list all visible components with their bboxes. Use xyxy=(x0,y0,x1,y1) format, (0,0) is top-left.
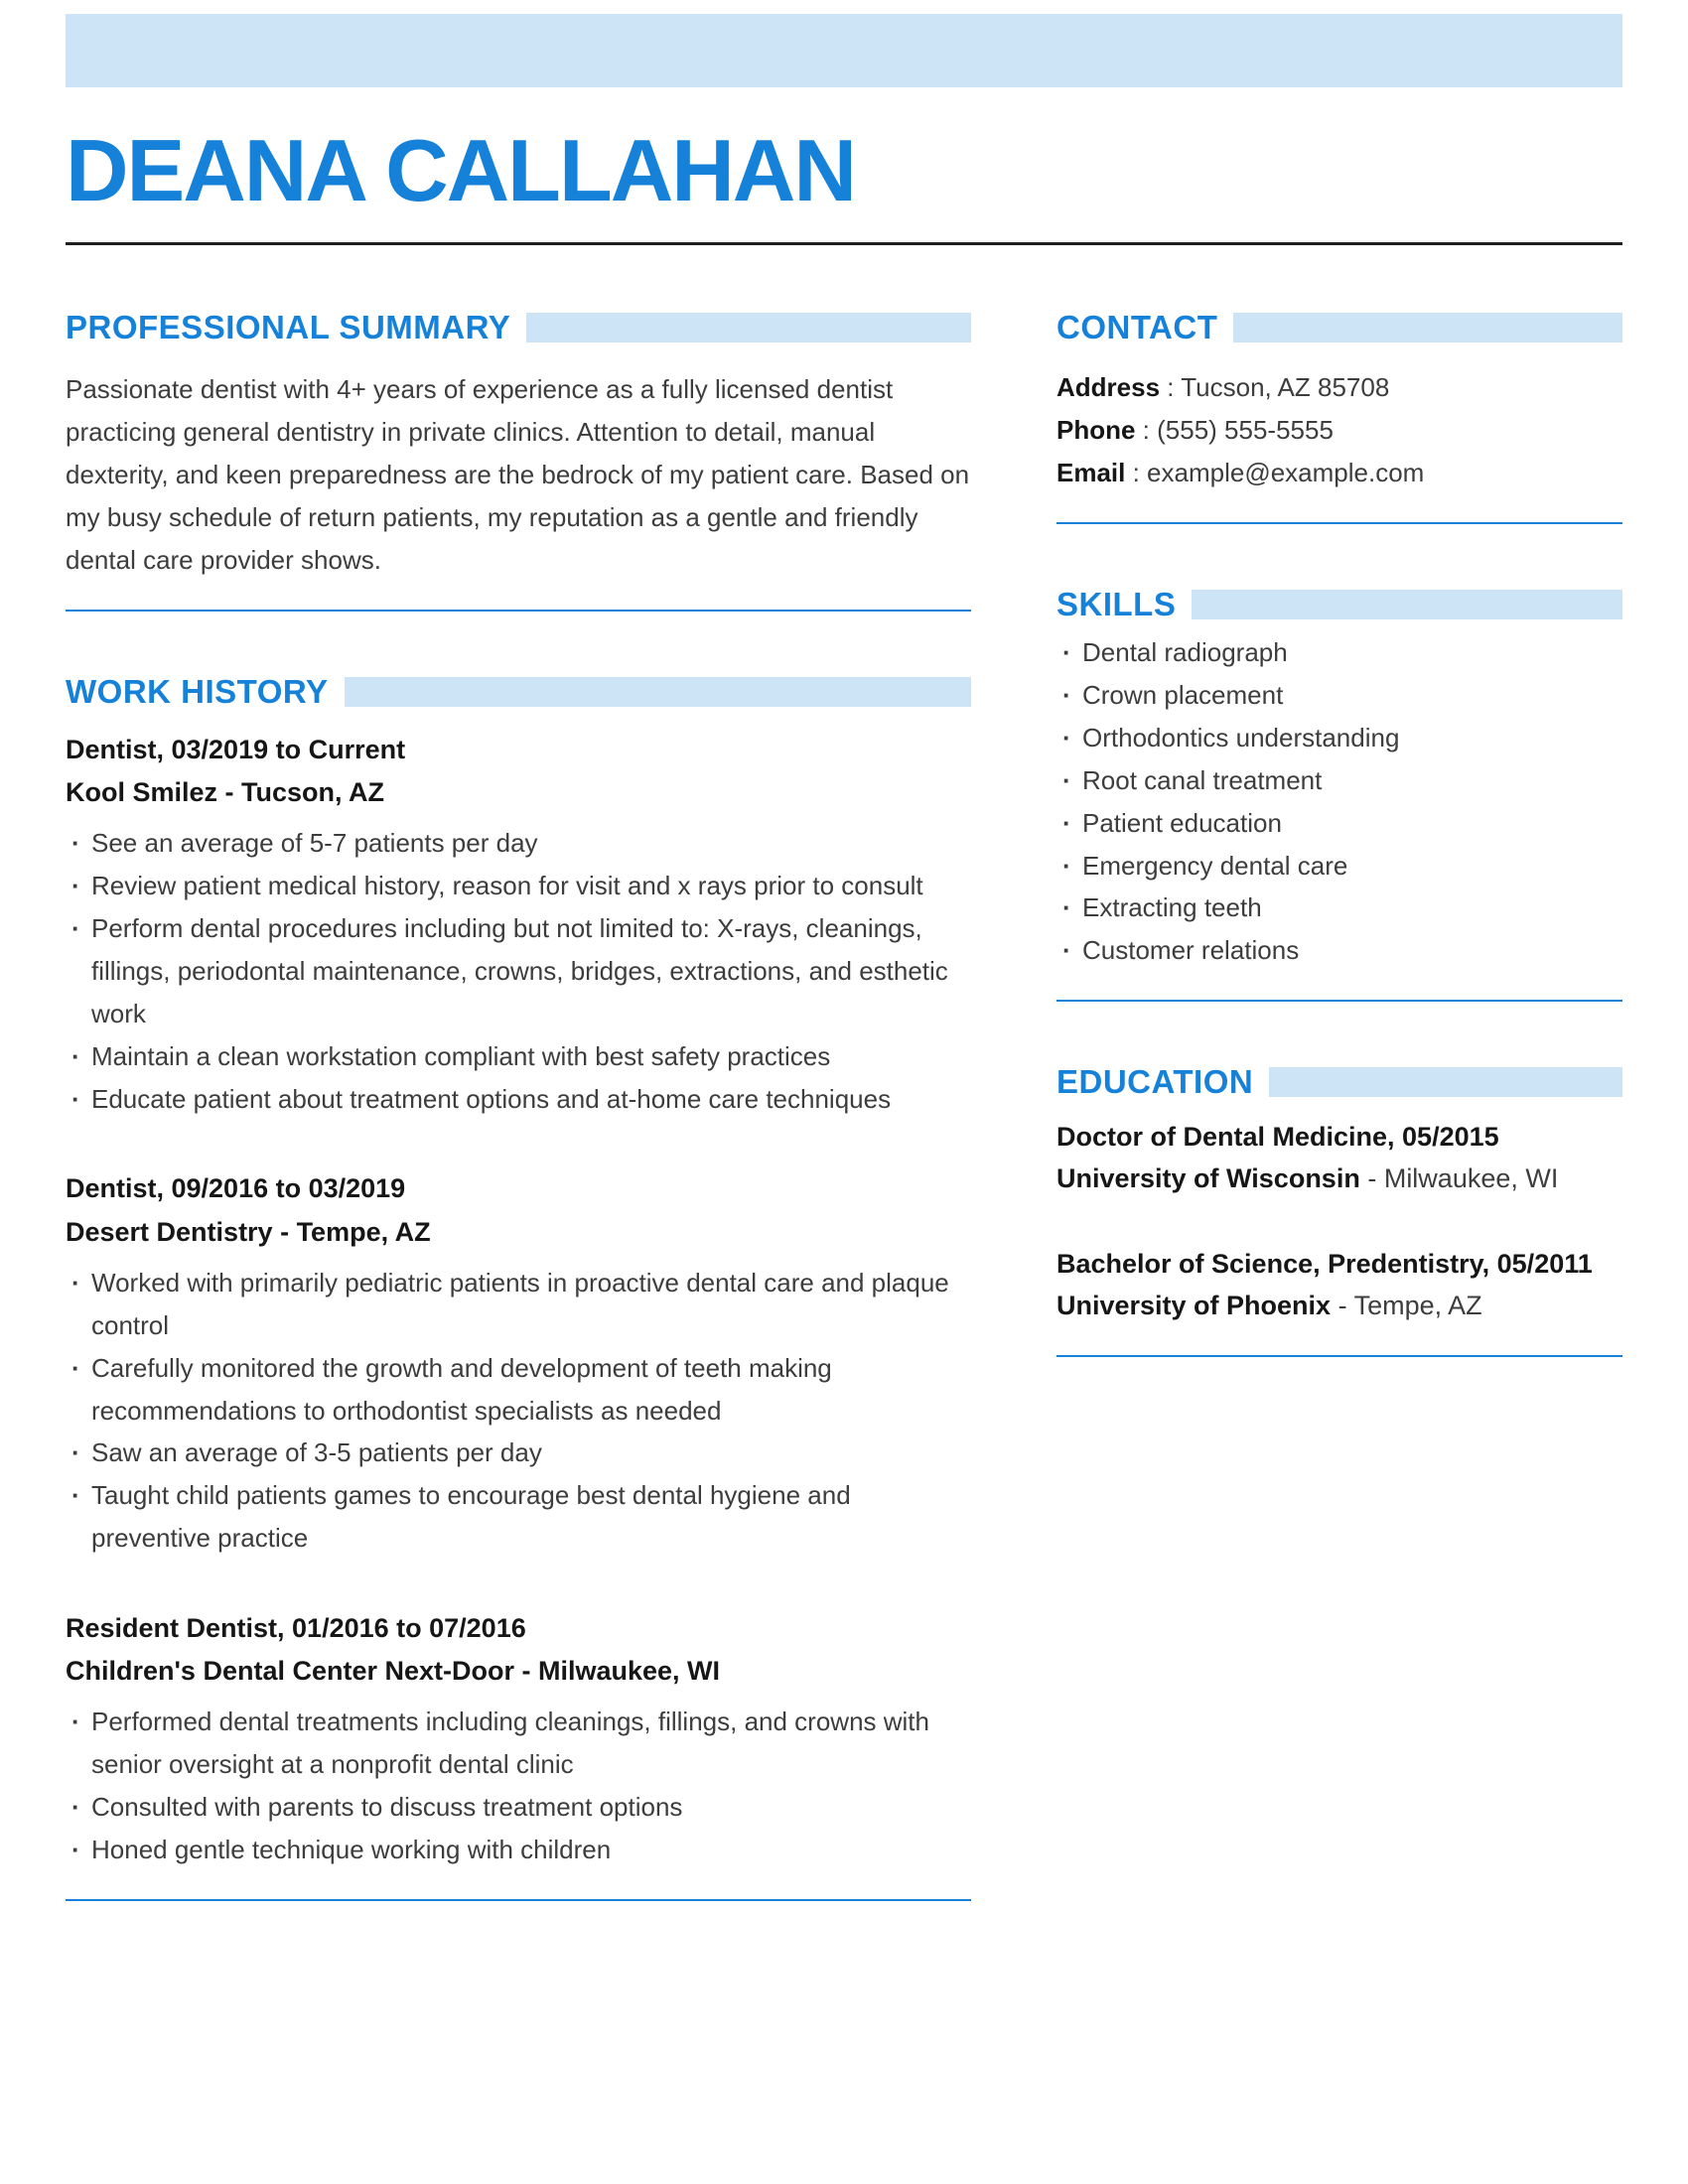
section-skills xyxy=(1056,586,1622,1002)
job-title: Resident Dentist, 01/2016 to 07/2016 xyxy=(66,1613,526,1644)
education-divider xyxy=(1056,1355,1622,1357)
job-company: Children's Dental Center Next-Door - Milwaukee, WI xyxy=(66,1656,721,1687)
right-column xyxy=(1056,309,1622,1901)
education-entry xyxy=(1056,1244,1622,1327)
section-professional-summary xyxy=(66,309,971,611)
education-location: - Tempe, AZ xyxy=(1331,1290,1482,1320)
skill-item: · Emergency dental care xyxy=(1056,845,1622,887)
job-bullets xyxy=(66,1262,971,1560)
job-bullet: · Honed gentle technique working with children xyxy=(66,1829,971,1871)
contact-heading-bar xyxy=(1233,313,1622,342)
job-bullet: · Performed dental treatments including cleanings, fillings, and crowns with senior oversight at a nonprofit dental clinic xyxy=(66,1701,971,1786)
skill-item: · Patient education xyxy=(1056,802,1622,845)
work-history-section-title: WORK HISTORY xyxy=(66,672,329,710)
work-history-divider xyxy=(66,1899,971,1901)
job-bullet: · Taught child patients games to encourage best dental hygiene and preventive practice xyxy=(66,1474,971,1560)
job-bullet: · Worked with primarily pediatric patients in proactive dental care and plaque control xyxy=(66,1262,971,1347)
contact-section-title: CONTACT xyxy=(1056,309,1218,346)
education-school: University of Wisconsin xyxy=(1056,1163,1360,1194)
skill-item: · Customer relations xyxy=(1056,929,1622,972)
left-column xyxy=(66,309,971,1901)
education-degree: Bachelor of Science, Predentistry, 05/2011 xyxy=(1056,1248,1593,1279)
contact-field-value: : (555) 555-5555 xyxy=(1135,415,1334,446)
contact-field-value: : Tucson, AZ 85708 xyxy=(1160,372,1390,403)
job-bullet: · Perform dental procedures including but not limited to: X-rays, cleanings, fillings, periodontal maintenance, crowns, bridges, extractions, and esthetic work xyxy=(66,907,971,1035)
job-bullet: · Consulted with parents to discuss treatment options xyxy=(66,1786,971,1829)
education-entries xyxy=(1056,1117,1622,1326)
education-location: - Milwaukee, WI xyxy=(1359,1163,1559,1194)
summary-section-title: PROFESSIONAL SUMMARY xyxy=(66,309,511,346)
resume-columns xyxy=(66,309,1622,1901)
job-bullet: · See an average of 5-7 patients per day xyxy=(66,822,971,865)
skills-section-title: SKILLS xyxy=(1056,586,1177,623)
top-banner xyxy=(66,14,1622,87)
education-section-header xyxy=(1056,1063,1622,1101)
job-title: Dentist, 03/2019 to Current xyxy=(66,734,406,764)
job-company: Desert Dentistry - Tempe, AZ xyxy=(66,1216,431,1247)
work-history-section-header xyxy=(66,673,971,711)
job-bullets xyxy=(66,1701,971,1871)
job-bullet: · Saw an average of 3-5 patients per day xyxy=(66,1432,971,1474)
skills-heading-bar xyxy=(1192,590,1622,619)
job-entry xyxy=(66,729,971,1121)
summary-section-header xyxy=(66,309,971,346)
summary-text: Passionate dentist with 4+ years of experience as a fully licensed dentist practicing general dentistry in private clinics. Attention to detail, manual dexterity, and keen preparedness are the bedrock of my patient care. Based on my busy schedule of return patients, my reputation as a gentle and friendly dental care provider shows. xyxy=(66,374,970,575)
section-contact xyxy=(1056,309,1622,524)
contact-field xyxy=(1056,409,1622,452)
section-work-history xyxy=(66,673,971,1901)
skill-item: · Crown placement xyxy=(1056,674,1622,717)
contact-section-header xyxy=(1056,309,1622,346)
summary-heading-bar xyxy=(526,313,971,342)
job-company: Kool Smilez - Tucson, AZ xyxy=(66,777,385,808)
summary-divider xyxy=(66,610,971,612)
education-heading-bar xyxy=(1269,1067,1622,1097)
skill-item: · Root canal treatment xyxy=(1056,759,1622,802)
skill-item: · Extracting teeth xyxy=(1056,887,1622,929)
contact-field xyxy=(1056,452,1622,494)
job-entry xyxy=(66,1167,971,1560)
contact-field xyxy=(1056,366,1622,409)
education-entry xyxy=(1056,1117,1622,1200)
job-bullet: · Maintain a clean workstation compliant with best safety practices xyxy=(66,1035,971,1078)
contact-field-label: Email xyxy=(1056,458,1126,488)
education-school-line xyxy=(1056,1286,1622,1327)
contact-field-value: : example@example.com xyxy=(1125,458,1425,488)
contact-field-label: Phone xyxy=(1056,415,1136,446)
job-bullet: · Review patient medical history, reason for visit and x rays prior to consult xyxy=(66,865,971,907)
name-divider xyxy=(66,242,1622,245)
education-degree: Doctor of Dental Medicine, 05/2015 xyxy=(1056,1122,1499,1153)
section-education xyxy=(1056,1063,1622,1356)
jobs-list xyxy=(66,729,971,1871)
candidate-name: DEANA CALLAHAN xyxy=(66,121,855,219)
skill-item: · Dental radiograph xyxy=(1056,631,1622,674)
job-bullet: · Educate patient about treatment options and at-home care techniques xyxy=(66,1078,971,1121)
skill-item: · Orthodontics understanding xyxy=(1056,717,1622,759)
education-school: University of Phoenix xyxy=(1056,1290,1332,1320)
job-title: Dentist, 09/2016 to 03/2019 xyxy=(66,1173,406,1204)
skills-list xyxy=(1056,631,1622,972)
skills-section-header xyxy=(1056,586,1622,623)
job-bullet: · Carefully monitored the growth and development of teeth making recommendations to orthodontist specialists as needed xyxy=(66,1347,971,1433)
skills-divider xyxy=(1056,1000,1622,1002)
education-school-line xyxy=(1056,1159,1622,1200)
work-history-heading-bar xyxy=(345,677,971,707)
job-bullets xyxy=(66,822,971,1120)
contact-fields xyxy=(1056,366,1622,494)
education-section-title: EDUCATION xyxy=(1056,1063,1254,1101)
contact-divider xyxy=(1056,522,1622,524)
job-entry xyxy=(66,1607,971,1871)
contact-field-label: Address xyxy=(1056,372,1161,403)
